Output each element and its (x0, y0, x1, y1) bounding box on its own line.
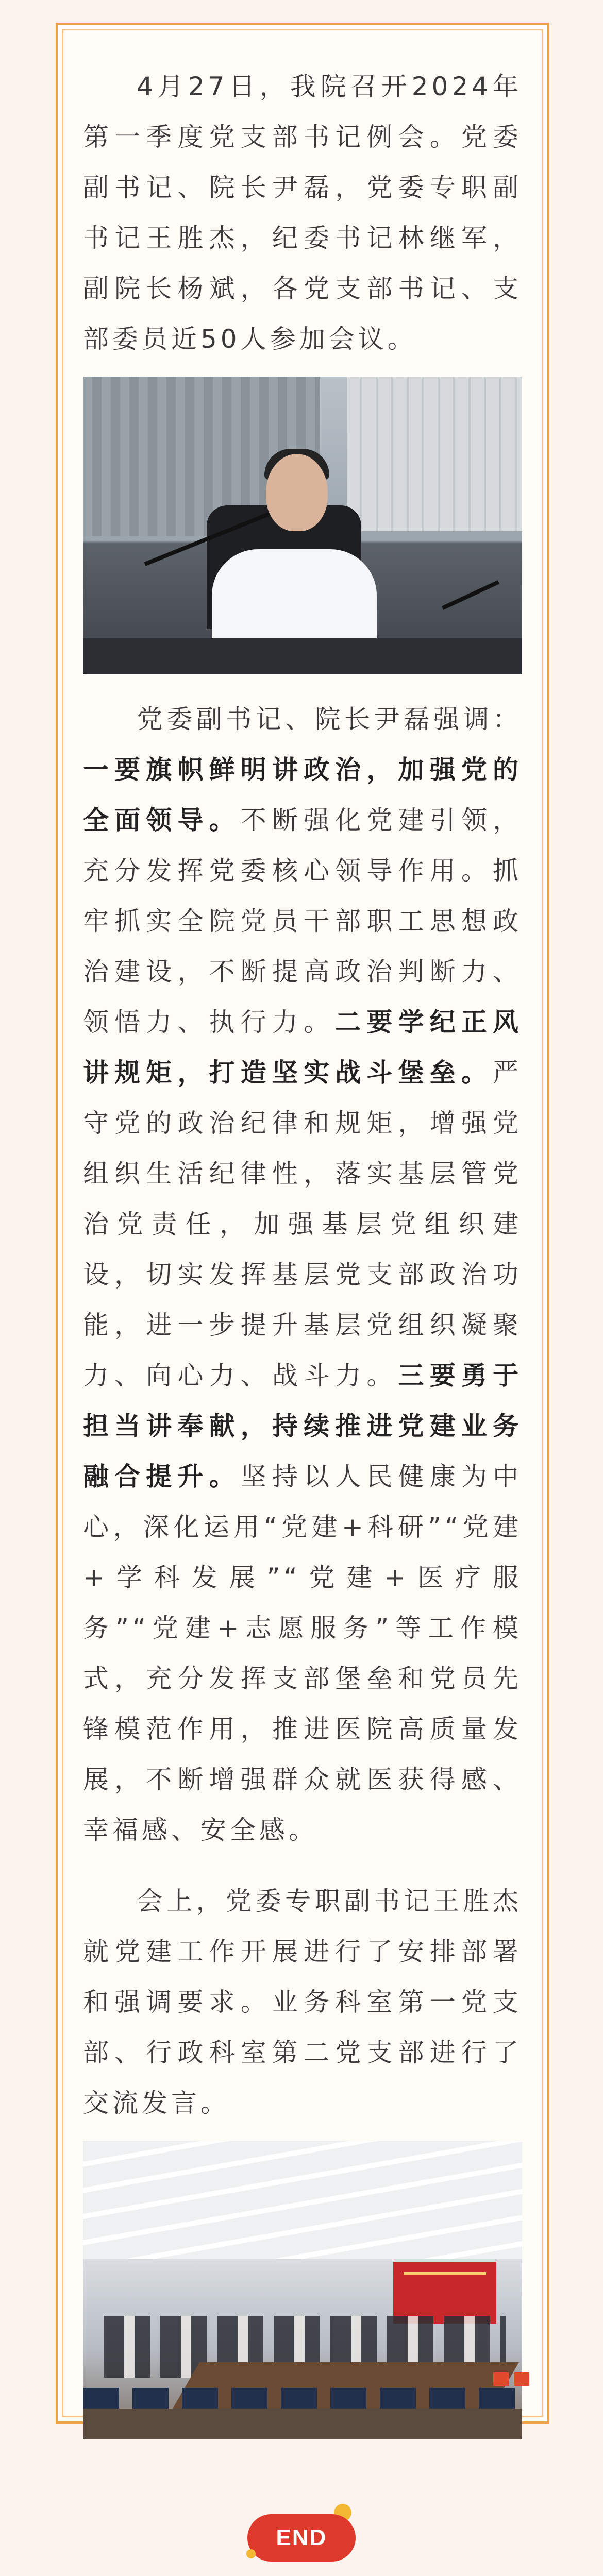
speech-intro: 党委副书记、院长尹磊强调： (137, 704, 522, 734)
article-card (56, 23, 549, 2424)
end-badge: END (247, 2514, 356, 2562)
article-card-inner (62, 29, 543, 2417)
paragraph-president-speech (83, 694, 522, 1855)
speech-point-1-text: 不断强化党建引领，充分发挥党委核心领导作用。抓牢抓实全院党员干部职工思想政治建设，不断提高政治判断力、领悟力、执行力。 (83, 805, 523, 1037)
paragraph-meeting-summary-text: 会上，党委专职副书记王胜杰就党建工作开展进行了安排部署和强调要求。业务科室第一党支部、行政科室第二党支部进行了交流发言。 (83, 1886, 522, 2118)
speech-point-2-heading: 二要学纪正风讲规矩，打造坚实战斗堡垒。 (83, 1007, 523, 1088)
photo-meeting-room (83, 2141, 522, 2439)
paragraph-meeting-intro-text: 4月27日，我院召开2024年第一季度党支部书记例会。党委副书记、院长尹磊，党委专职副书记王胜杰，纪委书记林继军，副院长杨斌，各党支部书记、支部委员近50人参加会议。 (83, 72, 522, 354)
speech-point-3-text: 坚持以人民健康为中心，深化运用“党建+科研”“党建+学科发展”“党建+医疗服务”“党建+志愿服务”等工作模式，充分发挥支部堡垒和党员先锋模范作用，推进医院高质量发展，不断增强群众就医获得感、幸福感、安全感。 (83, 1462, 523, 1845)
speech-point-2-text: 严守党的政治纪律和规矩，增强党组织生活纪律性，落实基层管党治党责任，加强基层党组织建设，切实发挥基层党支部政治功能，进一步提升基层党组织凝聚力、向心力、战斗力。 (83, 1058, 522, 1391)
speech-point-3-heading: 三要勇于担当讲奉献，持续推进党建业务融合提升。 (83, 1361, 523, 1492)
corner-decoration (493, 2372, 529, 2386)
screen-display (393, 2262, 496, 2324)
speech-point-1-heading: 一要旗帜鲜明讲政治，加强党的全面领导。 (83, 755, 522, 835)
paragraph-meeting-summary (83, 1876, 522, 2128)
photo-speaker (83, 377, 522, 674)
end-marker (242, 2502, 361, 2564)
decor-dot-small-icon (246, 2549, 256, 2558)
paragraph-meeting-intro (83, 61, 522, 364)
